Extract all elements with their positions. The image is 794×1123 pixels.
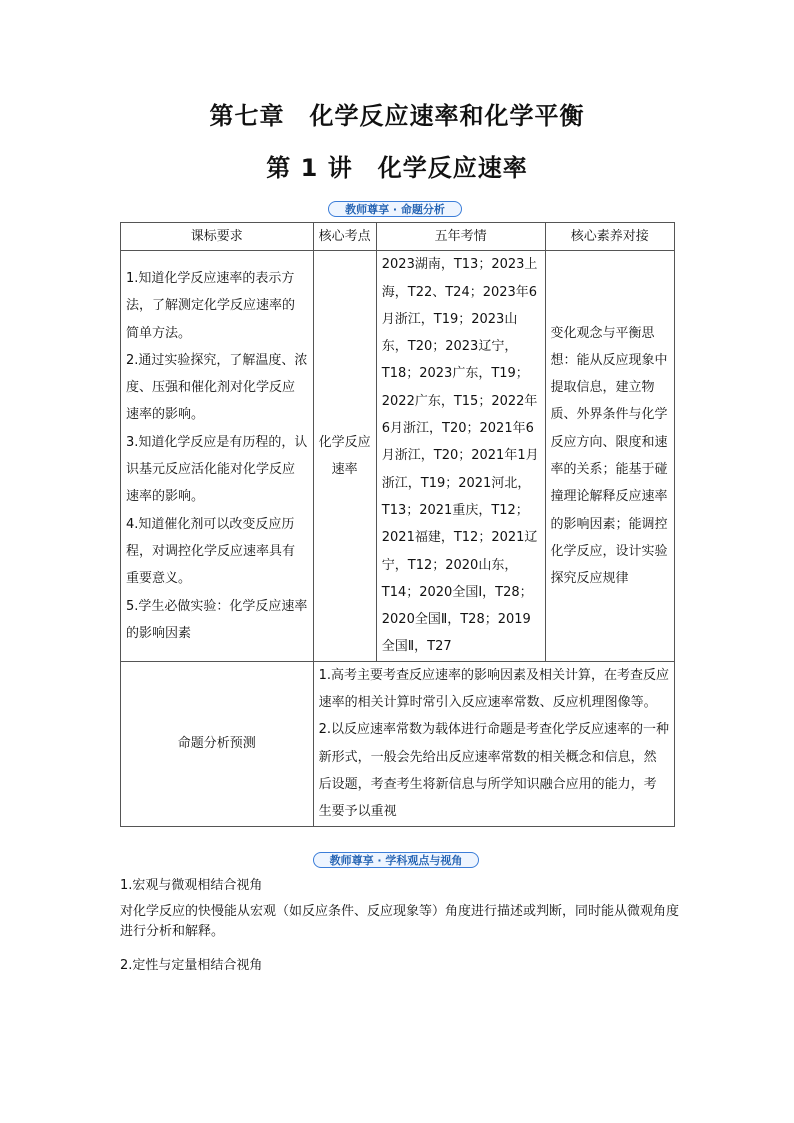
- viewpoint-heading-2: 2.定性与定量相结合视角: [120, 958, 263, 973]
- requirement-item: 2.通过实验探究，了解温度、浓度、压强和催化剂对化学反应速率的影响。: [126, 352, 308, 423]
- requirement-item: 3.知道化学反应是有历程的，认识基元反应活化能对化学反应速率的影响。: [126, 434, 308, 505]
- viewpoint-heading-1: 1.宏观与微观相结合视角: [120, 878, 263, 893]
- table-row: [121, 251, 675, 661]
- curriculum-table: [120, 222, 675, 827]
- lesson-title: 第 1 讲 化学反应速率: [266, 154, 528, 182]
- table-header-row: [121, 223, 675, 251]
- prediction-cell: [313, 661, 674, 826]
- prediction-row: [121, 661, 675, 826]
- viewpoint-paragraph: 对化学反应的快慢能从宏观（如反应条件、反应现象等）角度进行描述或判断，同时能从微观角度进行分析和解释。: [120, 904, 680, 939]
- header-exam-history: 五年考情: [376, 223, 545, 251]
- requirement-item: 1.知道化学反应速率的表示方法，了解测定化学反应速率的简单方法。: [126, 270, 296, 341]
- requirements-cell: [121, 251, 314, 661]
- prediction-item: 2.以反应速率常数为载体进行命题是考查化学反应速率的一种新形式，一般会先给出反应速率常数的相关概念和信息，然后设题，考查考生将新信息与所学知识融合应用的能力，考生要予以重视: [318, 722, 669, 820]
- exam-history-cell: 2023湖南，T13；2023上海，T22、T24；2023年6月浙江，T19；2023山东，T20；2023辽宁，T18；2023广东，T19；2022广东，T15；2022年6月浙江，T20；2021年6月浙江，T20；2021年1月浙江，T19；2021河北，T13；2021重庆，T12；2021福建，T12；2021辽宁，T12；2020山东，T14；2020全国Ⅰ，T28；2020全国Ⅱ，T28；2019全国Ⅱ，T27: [376, 251, 545, 661]
- prediction-item: 1.高考主要考查反应速率的影响因素及相关计算，在考查反应速率的相关计算时常引入反应速率常数、反应机理图像等。: [318, 667, 669, 711]
- prediction-label: 命题分析预测: [121, 661, 314, 826]
- header-requirements: 课标要求: [121, 223, 314, 251]
- requirement-item: 5.学生必做实验：化学反应速率的影响因素: [126, 598, 308, 641]
- core-point-cell: 化学反应速率: [313, 251, 376, 661]
- requirement-item: 4.知道催化剂可以改变反应历程，对调控化学反应速率具有重要意义。: [126, 516, 296, 587]
- header-core-point: 核心考点: [313, 223, 376, 251]
- viewpoint-badge: 教师尊享 · 学科观点与视角: [313, 852, 479, 868]
- literacy-cell: 变化观念与平衡思想：能从反应现象中提取信息，建立物质、外界条件与化学反应方向、限度和速率的关系；能基于碰撞理论解释反应速率的影响因素；能调控化学反应，设计实验探究反应规律: [545, 251, 674, 661]
- header-literacy: 核心素养对接: [545, 223, 674, 251]
- chapter-title: 第七章 化学反应速率和化学平衡: [209, 102, 585, 130]
- analysis-badge: 教师尊享 · 命题分析: [328, 201, 462, 217]
